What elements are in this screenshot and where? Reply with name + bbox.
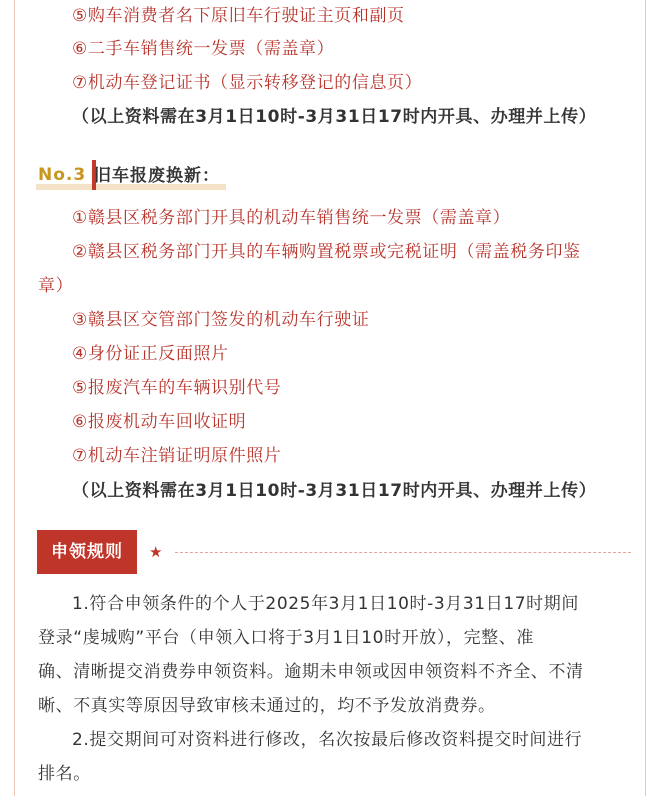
list-item-continued: 章） <box>38 276 74 296</box>
list-item: ④身份证正反面照片 <box>72 344 229 364</box>
list-item: ⑤购车消费者名下原旧车行驶证主页和副页 <box>72 6 405 26</box>
section-title: 旧车报废换新： <box>94 166 220 186</box>
star-icon: ★ <box>149 543 163 561</box>
section-number: No.3 <box>38 165 87 185</box>
rules-badge: 申领规则 <box>37 530 137 574</box>
paragraph-line: 登录“虔城购”平台（申领入口将于3月1日10时开放），完整、准 <box>38 628 534 648</box>
deadline-note: （以上资料需在3月1日10时-3月31日17时内开具、办理并上传） <box>72 481 597 501</box>
paragraph-line: 2.提交期间可对资料进行修改，名次按最后修改资料提交时间进行 <box>72 730 583 750</box>
list-item: ②赣县区税务部门开具的车辆购置税票或完税证明（需盖税务印鉴 <box>72 242 581 262</box>
deadline-note: （以上资料需在3月1日10时-3月31日17时内开具、办理并上传） <box>72 107 597 127</box>
paragraph-line: 排名。 <box>38 764 91 784</box>
list-item: ⑦机动车注销证明原件照片 <box>72 446 282 466</box>
paragraph-line: 确、清晰提交消费券申领资料。逾期未申领或因申领资料不齐全、不清 <box>38 662 584 682</box>
dashed-divider <box>175 552 631 553</box>
list-item: ⑥报废机动车回收证明 <box>72 412 247 432</box>
list-item: ③赣县区交管部门签发的机动车行驶证 <box>72 310 370 330</box>
paragraph-line: 1.符合申领条件的个人于2025年3月1日10时-3月31日17时期间 <box>72 594 579 614</box>
paragraph-line: 晰、不真实等原因导致审核未通过的，均不予发放消费券。 <box>38 696 496 716</box>
list-item: ⑤报废汽车的车辆识别代号 <box>72 378 282 398</box>
list-item: ⑦机动车登记证书（显示转移登记的信息页） <box>72 73 423 93</box>
list-item: ①赣县区税务部门开具的机动车销售统一发票（需盖章） <box>72 208 511 228</box>
list-item: ⑥二手车销售统一发票（需盖章） <box>72 39 335 59</box>
